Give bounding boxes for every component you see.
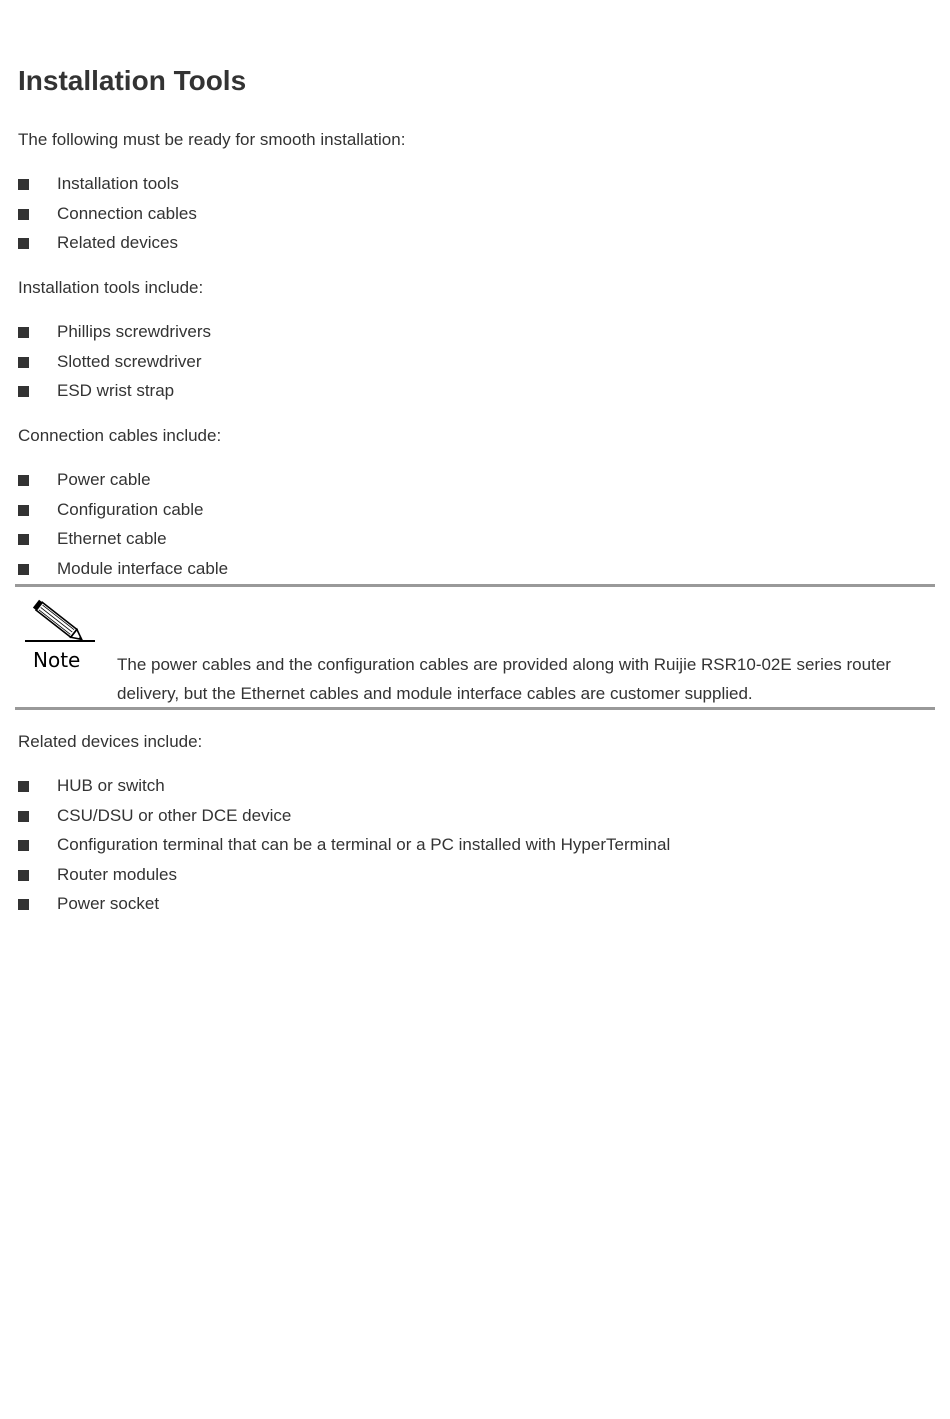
tools-heading: Installation tools include: xyxy=(18,278,204,297)
square-bullet-icon xyxy=(18,840,29,851)
square-bullet-icon xyxy=(18,475,29,486)
square-bullet-icon xyxy=(18,209,29,220)
intro-paragraph: The following must be ready for smooth installation: xyxy=(18,130,406,149)
ready-items-list xyxy=(18,172,197,261)
cables-list xyxy=(18,468,228,586)
list-item: Ethernet cable xyxy=(18,527,228,557)
cables-heading: Connection cables include: xyxy=(18,426,222,445)
note-label: Note xyxy=(33,648,81,672)
square-bullet-icon xyxy=(18,238,29,249)
list-item: CSU/DSU or other DCE device xyxy=(18,804,670,834)
square-bullet-icon xyxy=(18,386,29,397)
list-item: Configuration cable xyxy=(18,498,228,528)
list-item: ESD wrist strap xyxy=(18,379,211,409)
list-item: Phillips screwdrivers xyxy=(18,320,211,350)
square-bullet-icon xyxy=(18,781,29,792)
list-item: HUB or switch xyxy=(18,774,670,804)
list-item: Power socket xyxy=(18,892,670,922)
list-item: Installation tools xyxy=(18,172,197,202)
list-item: Router modules xyxy=(18,863,670,893)
devices-heading: Related devices include: xyxy=(18,732,203,751)
square-bullet-icon xyxy=(18,505,29,516)
square-bullet-icon xyxy=(18,811,29,822)
square-bullet-icon xyxy=(18,899,29,910)
devices-list xyxy=(18,774,670,922)
list-item: Connection cables xyxy=(18,202,197,232)
list-item: Module interface cable xyxy=(18,557,228,587)
square-bullet-icon xyxy=(18,534,29,545)
list-item: Configuration terminal that can be a terminal or a PC installed with HyperTerminal xyxy=(18,833,670,863)
list-item: Slotted screwdriver xyxy=(18,350,211,380)
note-text: The power cables and the configuration cables are provided along with Ruijie RSR10-02E series router delivery, but the Ethernet cables and module interface cables are customer supplied. xyxy=(117,655,891,703)
tools-list xyxy=(18,320,211,409)
list-item: Power cable xyxy=(18,468,228,498)
section-title: Installation Tools xyxy=(18,65,247,96)
note-callout xyxy=(15,584,935,710)
square-bullet-icon xyxy=(18,870,29,881)
list-item: Related devices xyxy=(18,231,197,261)
square-bullet-icon xyxy=(18,179,29,190)
square-bullet-icon xyxy=(18,357,29,368)
square-bullet-icon xyxy=(18,564,29,575)
square-bullet-icon xyxy=(18,327,29,338)
